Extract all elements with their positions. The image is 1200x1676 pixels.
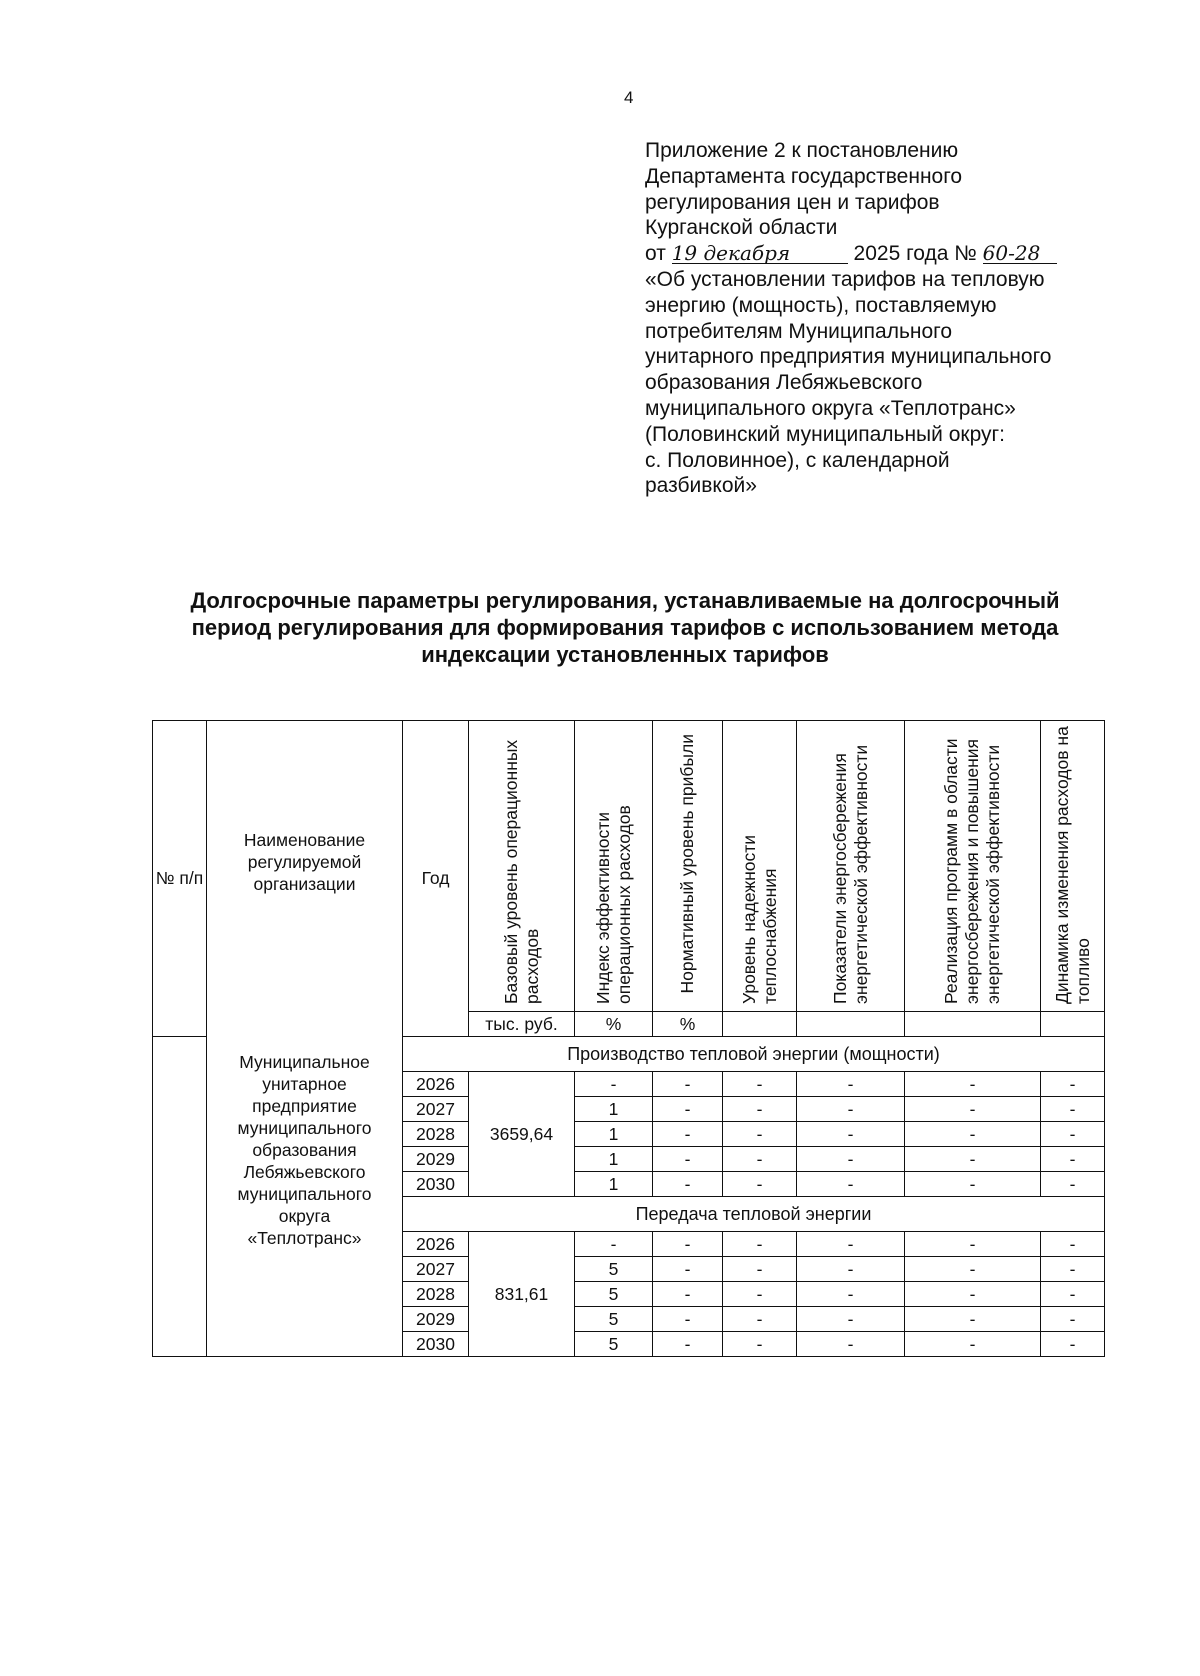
index-cell: 5 [575, 1332, 653, 1357]
header-profit: Нормативный уровень прибыли [653, 721, 723, 1012]
energy-cell: - [797, 1147, 905, 1172]
profit-cell: - [653, 1332, 723, 1357]
fuel-cell: - [1041, 1282, 1105, 1307]
index-cell: 1 [575, 1097, 653, 1122]
title-line: Долгосрочные параметры регулирования, устанавливаемые на долгосрочный [190, 588, 1060, 613]
index-cell: 5 [575, 1257, 653, 1282]
energy-cell: - [797, 1072, 905, 1097]
profit-cell: - [653, 1172, 723, 1197]
reliability-cell: - [723, 1172, 797, 1197]
header-energy: Показатели энергосбережения энергетической эффективности [797, 721, 905, 1012]
date-prefix: от [645, 242, 666, 266]
energy-cell: - [797, 1282, 905, 1307]
handwritten-number: 60-28 [983, 243, 1057, 264]
profit-cell: - [653, 1097, 723, 1122]
header-fuel: Динамика изменения расходов на топливо [1041, 721, 1105, 1012]
programs-cell: - [905, 1332, 1041, 1357]
fuel-cell: - [1041, 1232, 1105, 1257]
programs-cell: - [905, 1257, 1041, 1282]
title-line: период регулирования для формирования тарифов с использованием метода [191, 615, 1059, 640]
org-name-line: «Теплотранс» [247, 1227, 362, 1248]
reliability-cell: - [723, 1282, 797, 1307]
year-text: 2025 года № [853, 242, 977, 266]
appendix-subject-line: муниципального округа «Теплотранс» [645, 396, 1016, 420]
org-name-line: предприятие [252, 1095, 357, 1116]
appendix-line: регулирования цен и тарифов [645, 190, 940, 214]
header-programs: Реализация программ в области энергосбережения и повышения энергетической эффективности [905, 721, 1041, 1012]
fuel-cell: - [1041, 1147, 1105, 1172]
page-number: 4 [624, 88, 634, 107]
org-name-line: образования [252, 1139, 357, 1160]
programs-cell: - [905, 1072, 1041, 1097]
reliability-cell: - [723, 1307, 797, 1332]
year-cell: 2030 [403, 1172, 469, 1197]
base-level-cell: 831,61 [469, 1232, 575, 1357]
appendix-line: Приложение 2 к постановлению [645, 139, 959, 162]
header-num: № п/п [153, 721, 207, 1037]
title-line: индексации установленных тарифов [421, 642, 829, 667]
year-cell: 2026 [403, 1232, 469, 1257]
reliability-cell: - [723, 1332, 797, 1357]
appendix-subject-line: «Об установлении тарифов на тепловую [645, 267, 1045, 291]
index-cell: 5 [575, 1282, 653, 1307]
appendix-subject-line: разбивкой» [645, 474, 757, 498]
header-base: Базовый уровень операционных расходов [469, 721, 575, 1012]
reliability-cell: - [723, 1232, 797, 1257]
appendix-line: Департамента государственного [645, 164, 963, 188]
handwritten-date: 19 декабря [672, 243, 848, 264]
profit-cell: - [653, 1122, 723, 1147]
year-cell: 2030 [403, 1332, 469, 1357]
year-cell: 2029 [403, 1147, 469, 1172]
section-title: Передача тепловой энергии [403, 1197, 1105, 1232]
org-name [207, 1051, 402, 1249]
fuel-cell: - [1041, 1172, 1105, 1197]
profit-cell: - [653, 1282, 723, 1307]
energy-cell: - [797, 1232, 905, 1257]
appendix-subject-line: с. Половинное), с календарной [645, 448, 950, 472]
unit-empty [723, 1012, 797, 1037]
reliability-cell: - [723, 1072, 797, 1097]
org-name-line: унитарное [262, 1073, 347, 1094]
index-cell: 1 [575, 1147, 653, 1172]
index-cell: - [575, 1072, 653, 1097]
org-name-line: Лебяжьевского [243, 1161, 366, 1182]
unit-profit: % [653, 1012, 723, 1037]
fuel-cell: - [1041, 1257, 1105, 1282]
energy-cell: - [797, 1307, 905, 1332]
org-name-line: округа [278, 1205, 331, 1226]
org-cell [207, 721, 403, 1357]
energy-cell: - [797, 1097, 905, 1122]
programs-cell: - [905, 1097, 1041, 1122]
appendix-date-line [645, 241, 1115, 267]
num-body-cell [153, 1037, 207, 1357]
appendix-line: Курганской области [645, 216, 838, 240]
unit-base: тыс. руб. [469, 1012, 575, 1037]
profit-cell: - [653, 1072, 723, 1097]
programs-cell: - [905, 1122, 1041, 1147]
appendix-subject-line: энергию (мощность), поставляемую [645, 293, 997, 317]
header-org: Наименование регулируемой организации [243, 829, 366, 894]
reliability-cell: - [723, 1097, 797, 1122]
unit-empty [905, 1012, 1041, 1037]
appendix-subject-line: образования Лебяжьевского [645, 371, 923, 395]
programs-cell: - [905, 1147, 1041, 1172]
profit-cell: - [653, 1147, 723, 1172]
org-name-line: муниципального [237, 1183, 372, 1204]
reliability-cell: - [723, 1122, 797, 1147]
year-cell: 2026 [403, 1072, 469, 1097]
section-title: Производство тепловой энергии (мощности) [403, 1037, 1105, 1072]
org-name-line: Муниципальное [239, 1051, 370, 1072]
fuel-cell: - [1041, 1122, 1105, 1147]
index-cell: 1 [575, 1122, 653, 1147]
document-title [150, 587, 1100, 668]
energy-cell: - [797, 1172, 905, 1197]
reliability-cell: - [723, 1257, 797, 1282]
appendix-block [645, 138, 1115, 499]
index-cell: 1 [575, 1172, 653, 1197]
programs-cell: - [905, 1232, 1041, 1257]
appendix-subject-line: унитарного предприятия муниципального [645, 345, 1052, 369]
header-index: Индекс эффективности операционных расходов [575, 721, 653, 1012]
profit-cell: - [653, 1307, 723, 1332]
year-cell: 2028 [403, 1122, 469, 1147]
year-cell: 2027 [403, 1097, 469, 1122]
reliability-cell: - [723, 1147, 797, 1172]
header-year: Год [403, 721, 469, 1037]
fuel-cell: - [1041, 1332, 1105, 1357]
programs-cell: - [905, 1282, 1041, 1307]
index-cell: 5 [575, 1307, 653, 1332]
year-cell: 2028 [403, 1282, 469, 1307]
programs-cell: - [905, 1307, 1041, 1332]
fuel-cell: - [1041, 1307, 1105, 1332]
fuel-cell: - [1041, 1097, 1105, 1122]
year-cell: 2029 [403, 1307, 469, 1332]
appendix-subject-line: потребителям Муниципального [645, 319, 953, 343]
profit-cell: - [653, 1257, 723, 1282]
base-level-cell: 3659,64 [469, 1072, 575, 1197]
header-reliability: Уровень надежности теплоснабжения [723, 721, 797, 1012]
unit-index: % [575, 1012, 653, 1037]
year-cell: 2027 [403, 1257, 469, 1282]
energy-cell: - [797, 1332, 905, 1357]
unit-empty [797, 1012, 905, 1037]
fuel-cell: - [1041, 1072, 1105, 1097]
energy-cell: - [797, 1122, 905, 1147]
unit-empty [1041, 1012, 1105, 1037]
appendix-subject-line: (Половинский муниципальный округ: [645, 422, 1006, 446]
org-name-line: муниципального [237, 1117, 372, 1138]
energy-cell: - [797, 1257, 905, 1282]
profit-cell: - [653, 1232, 723, 1257]
programs-cell: - [905, 1172, 1041, 1197]
index-cell: - [575, 1232, 653, 1257]
parameters-table [152, 720, 1105, 1357]
